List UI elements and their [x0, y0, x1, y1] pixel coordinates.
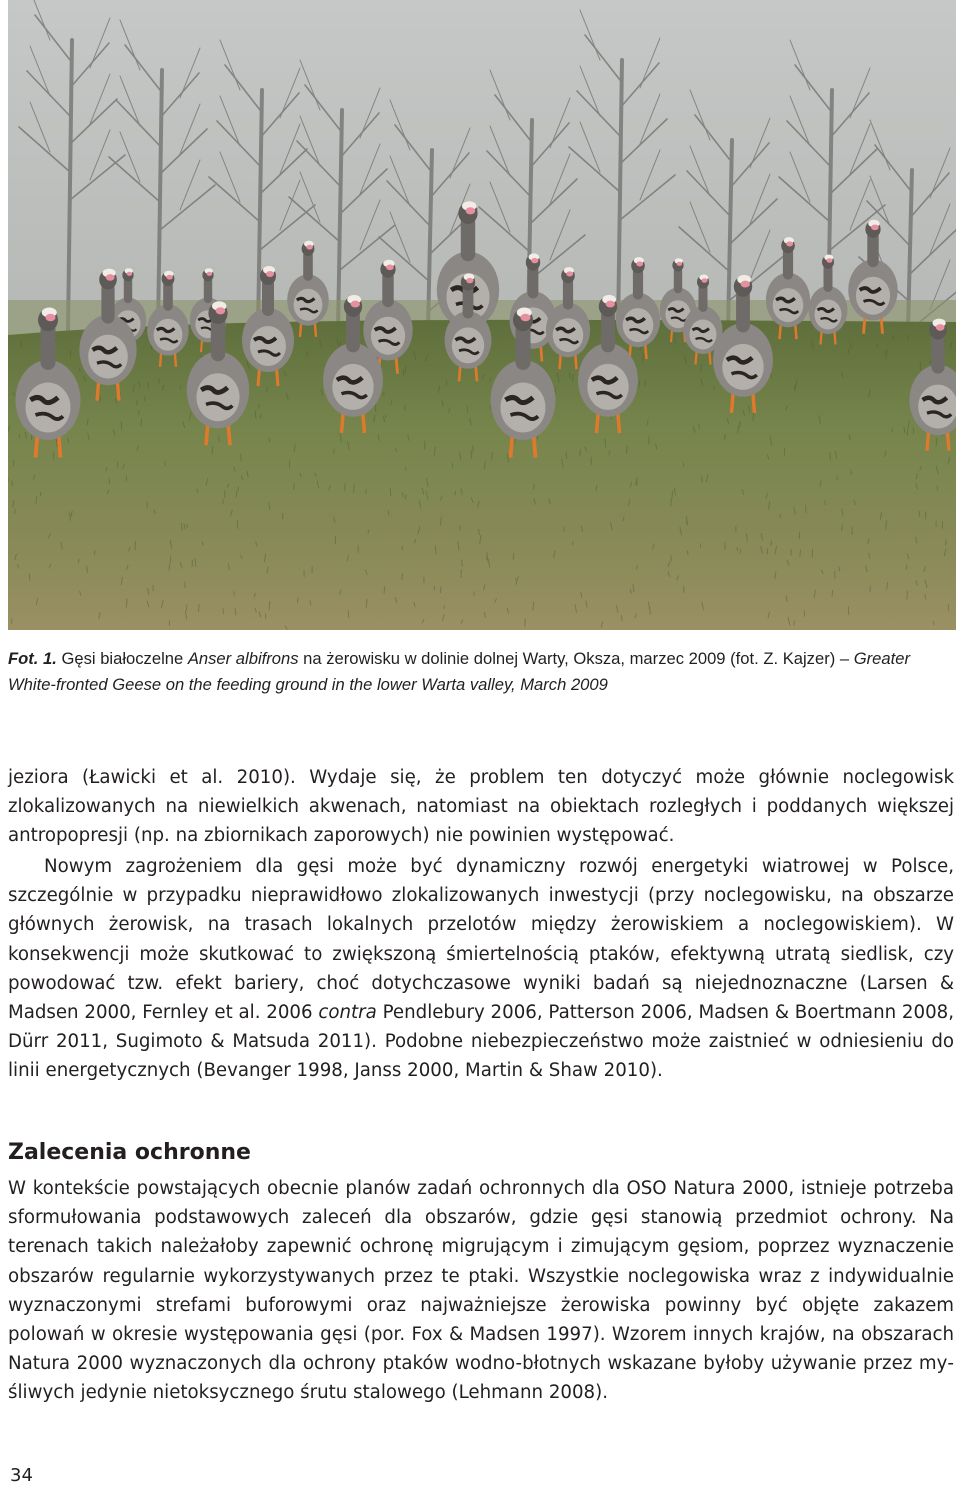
- caption-species-name: Anser albifrons: [187, 649, 299, 668]
- paragraph-2-text-continued: Pendlebury 2006, Patterson 2006, Madsen & Boertmann 2008, Dürr 2011, Sugimoto & Matsuda 2011). Podobne niebezpieczeństwo może zaistnieć w odniesieniu do linii energetycznych (Bevanger 1998, Janss 2000, Martin & Shaw 2010).: [8, 1002, 954, 1082]
- paragraph-3: W kontekście powstających obecnie planów zadań ochronnych dla OSO Natura 2000, istnieje potrzeba sformułowania podstawowych zaleceń dla obszarów, gdzie gęsi stanowią przedmiot ochrony. Na terenach takich należałoby zapewnić ochronę migrującym i zimującym gęsiom, poprzez wyznaczenie obszarów regularnie wykorzystywanych przez te ptaki. Wszystkie noclegowiska wraz z indywidualnie wyznaczonymi strefami buforowymi oraz najważniejsze żerowiska powinny być objęte zakazem polowań w okresie występowania gęsi (por. Fox & Madsen 1997). Wzorem innych krajów, na obszarach Natura 2000 wyznaczonych dla ochrony ptaków wodno-błotnych wskazane byłoby używanie przez myśliwych jedynie nietoksycznego śrutu stalowego (Lehmann 2008).: [8, 1178, 954, 1404]
- paragraph-2: [8, 852, 954, 1086]
- paragraph-2-contra: contra: [318, 1002, 377, 1024]
- paragraph-2-text: Nowym zagrożeniem dla gęsi może być dynamiczny rozwój energetyki wiatrowej w Polsce, szczególnie w przypadku nieprawidłowo zlokalizowanych inwestycji (przy noclegowisku, na obszarze głównych żerowisk, na trasach lokalnych przelotów między żerowiskiem a noclegowiskiem). W konsekwencji może skutkować to zwiększoną śmiertelnością ptaków, efektywną utratą siedlisk, czy powodować tzw. efekt bariery, choć dotychczasowe wyniki badań są niejednoznaczne (Larsen & Madsen 2000, Fernley et al. 2006: [8, 856, 954, 1024]
- geese-photo-illustration: [8, 0, 956, 630]
- caption-polish-text-continued: na żerowisku w dolinie dolnej Warty, Oksza, marzec 2009 (fot. Z. Kajzer) –: [298, 649, 854, 668]
- page-number: 34: [10, 1465, 33, 1486]
- figure-label: Fot. 1.: [8, 649, 57, 668]
- geese-photo: [8, 0, 956, 630]
- paragraph-1: jeziora (Ławicki et al. 2010). Wydaje się, że problem ten dotyczyć może głównie noclegowisk zlokalizowanych na niewielkich akwenach, natomiast na obiektach rozległych i poddanych większej antropopresji (np. na zbiornikach zaporowych) nie powinien występować.: [8, 767, 954, 847]
- caption-polish-text: Gęsi białoczelne: [56, 649, 188, 668]
- figure-caption: [8, 646, 954, 697]
- section-heading: Zalecenia ochronne: [8, 1140, 251, 1165]
- caption-english-text: Greater White-fronted Geese on the feeding ground in the lower Warta valley, March 2009: [8, 649, 910, 694]
